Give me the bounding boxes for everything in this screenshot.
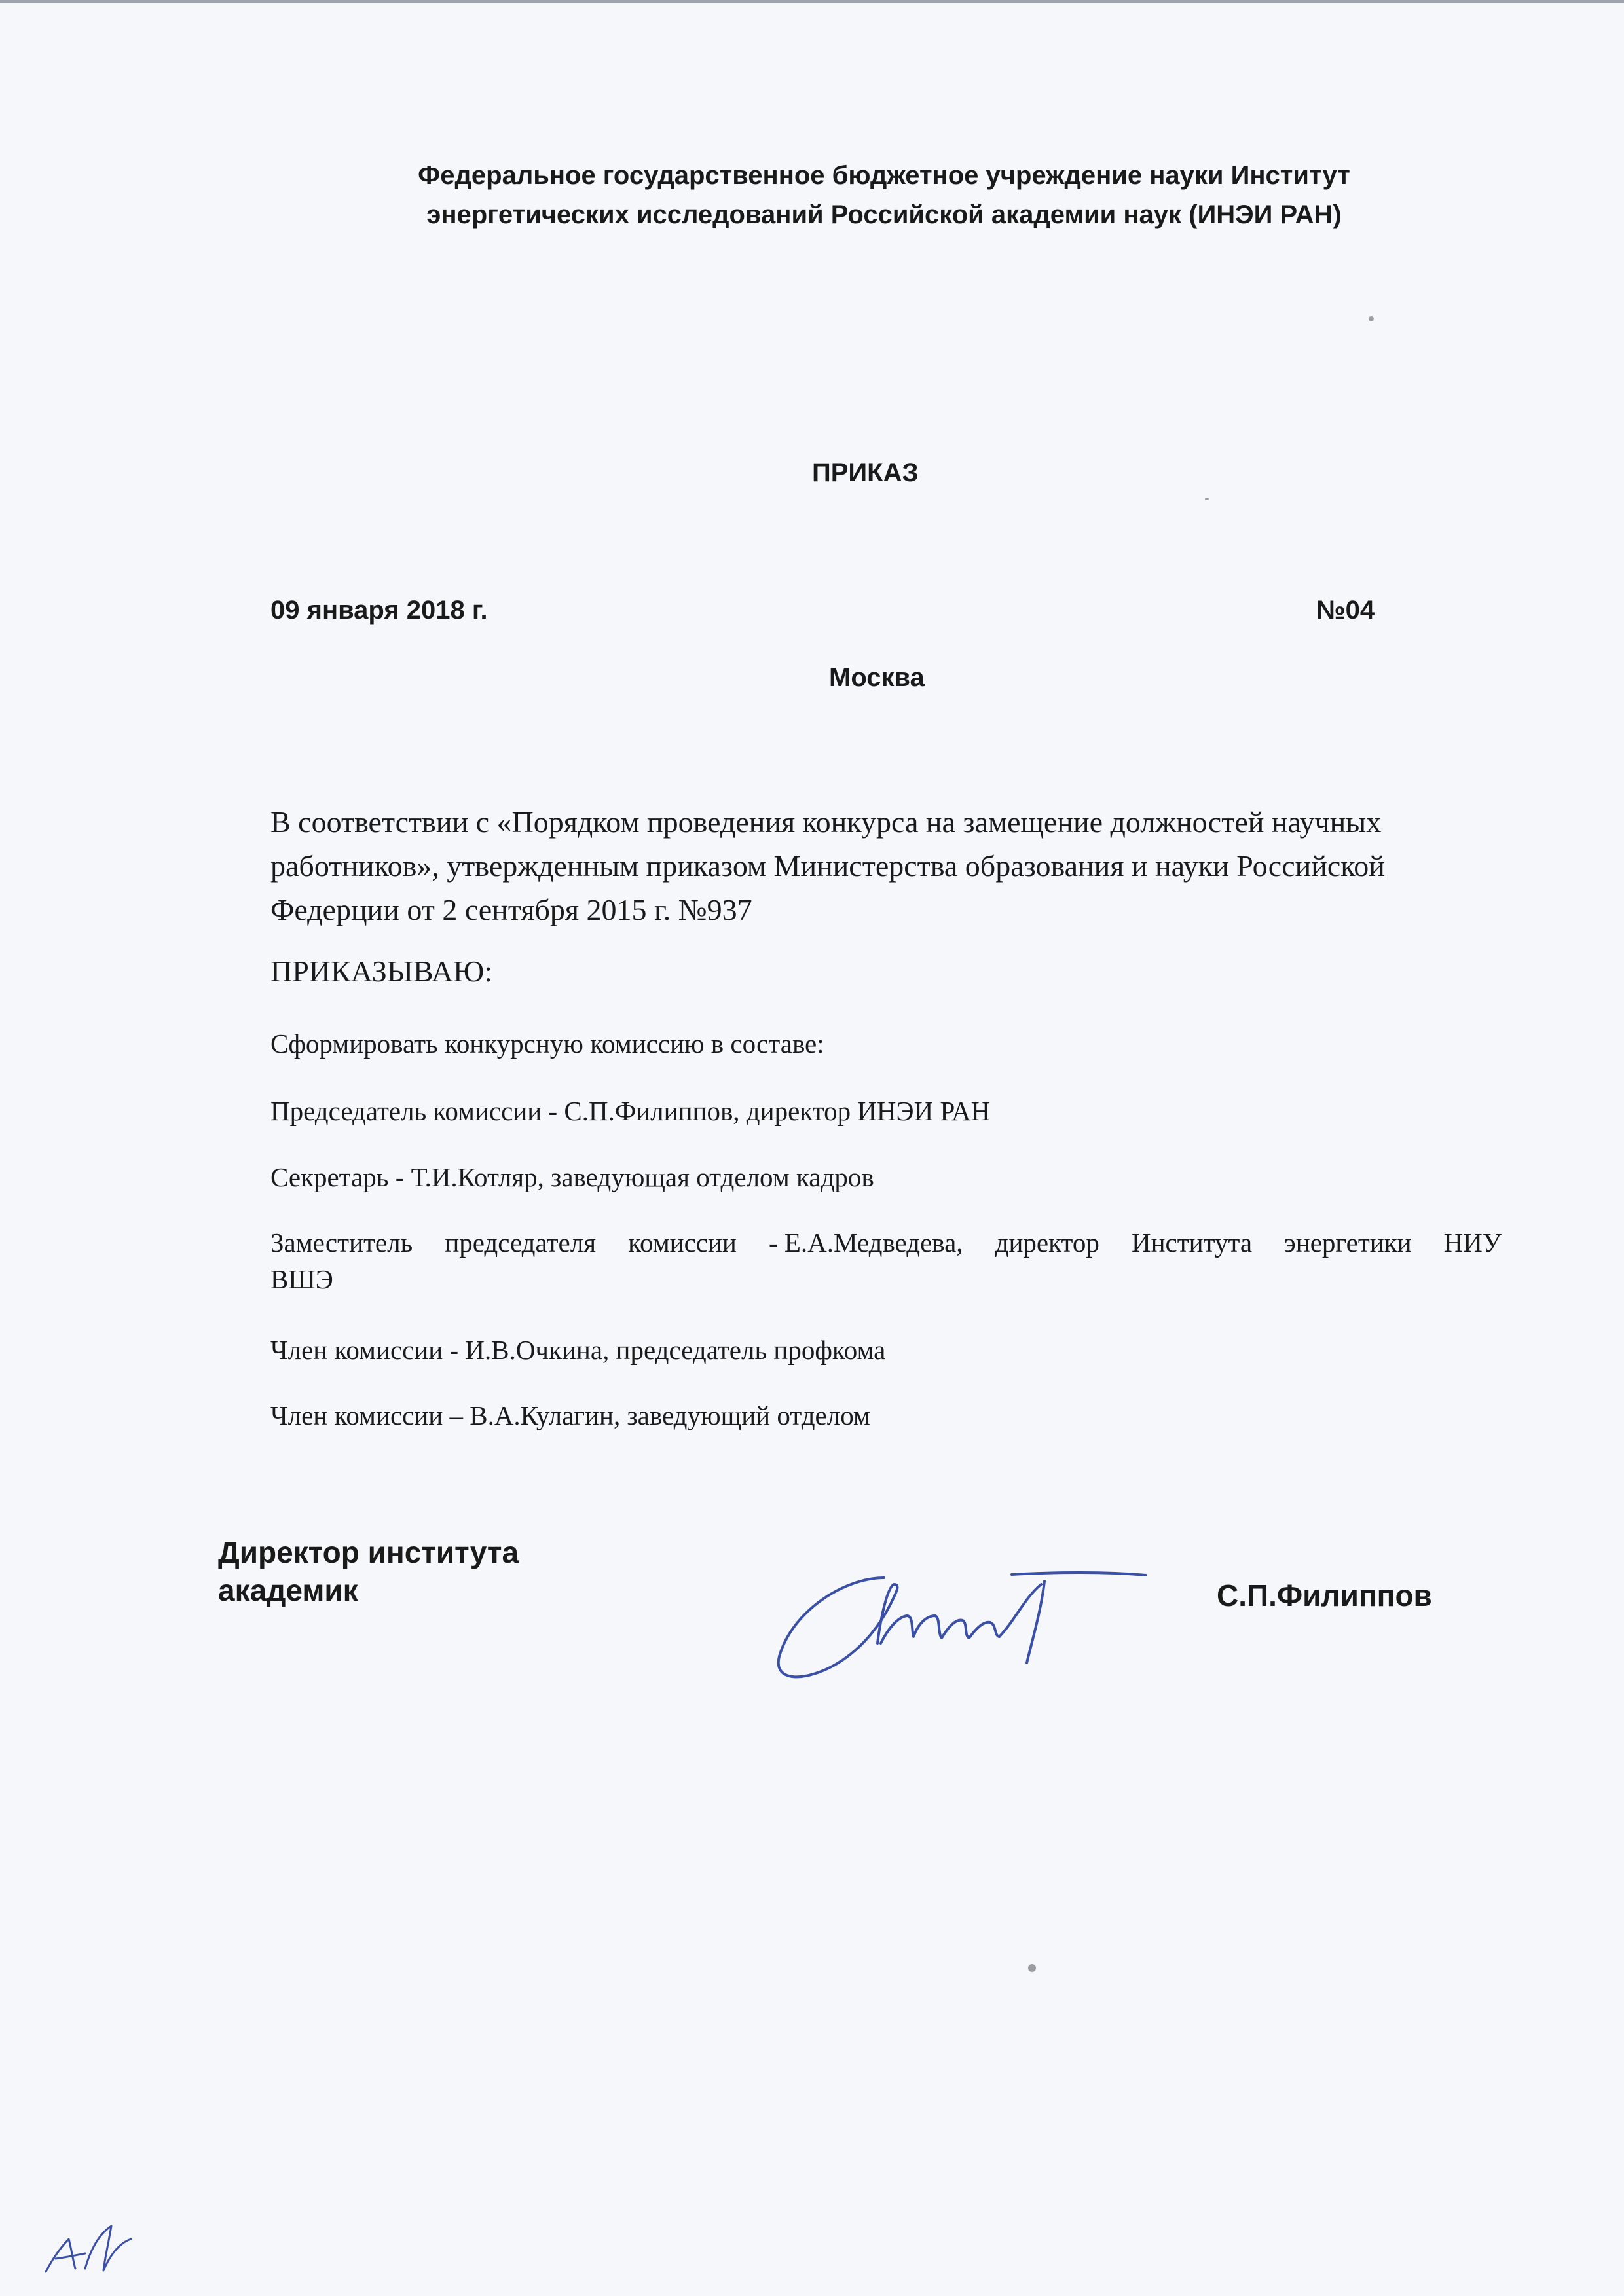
scan-speck (1369, 316, 1374, 321)
order-number: №04 (1316, 596, 1375, 625)
signatory-title-line1: Директор института (218, 1535, 519, 1569)
organization-header-line2: энергетических исследований Российской академии наук (ИНЭИ РАН) (426, 200, 1342, 229)
signatory-title (218, 1533, 519, 1609)
commission-deputy-line1 (270, 1224, 1502, 1261)
commission-intro: Сформировать конкурсную комиссию в составе: (270, 1029, 824, 1059)
commission-deputy-line2: ВШЭ (270, 1264, 333, 1294)
preamble (270, 800, 1502, 932)
deputy-word: Института (1131, 1228, 1253, 1258)
deputy-word: комиссии (628, 1228, 737, 1258)
deputy-word: директор (995, 1228, 1099, 1258)
preamble-line3: Федерции от 2 сентября 2015 г. №937 (270, 893, 752, 926)
document-type: ПРИКАЗ (812, 458, 919, 487)
handwritten-signature (766, 1558, 1153, 1696)
signatory-title-line2: академик (218, 1573, 358, 1607)
commission-secretary: Секретарь - Т.И.Котляр, заведующая отделом кадров (270, 1162, 874, 1192)
deputy-word: - Е.А.Медведева, (768, 1228, 963, 1258)
scan-edge (0, 0, 1624, 3)
order-directive: ПРИКАЗЫВАЮ: (270, 955, 493, 988)
scan-speck (1205, 498, 1209, 500)
order-date: 09 января 2018 г. (270, 596, 488, 625)
organization-header-line1: Федеральное государственное бюджетное учреждение науки Институт (418, 161, 1350, 190)
preamble-line2: работников», утвержденным приказом Министерства образования и науки Российской (270, 849, 1385, 883)
preamble-line1: В соответствии с «Порядком проведения конкурса на замещение должностей научных (270, 805, 1382, 839)
deputy-word: НИУ (1443, 1228, 1502, 1258)
scan-speck (1028, 1964, 1036, 1972)
organization-header (275, 156, 1493, 234)
order-city: Москва (829, 663, 925, 692)
commission-member-1: Член комиссии - И.В.Очкина, председатель профкома (270, 1335, 886, 1365)
deputy-word: председателя (445, 1228, 597, 1258)
deputy-word: Заместитель (270, 1228, 413, 1258)
signatory-name: С.П.Филиппов (1217, 1578, 1432, 1613)
commission-deputy (270, 1224, 1502, 1298)
handwritten-initials (39, 2206, 144, 2285)
deputy-word: энергетики (1284, 1228, 1412, 1258)
commission-chair: Председатель комиссии - С.П.Филиппов, директор ИНЭИ РАН (270, 1096, 991, 1126)
commission-member-2: Член комиссии – В.А.Кулагин, заведующий отделом (270, 1400, 870, 1430)
